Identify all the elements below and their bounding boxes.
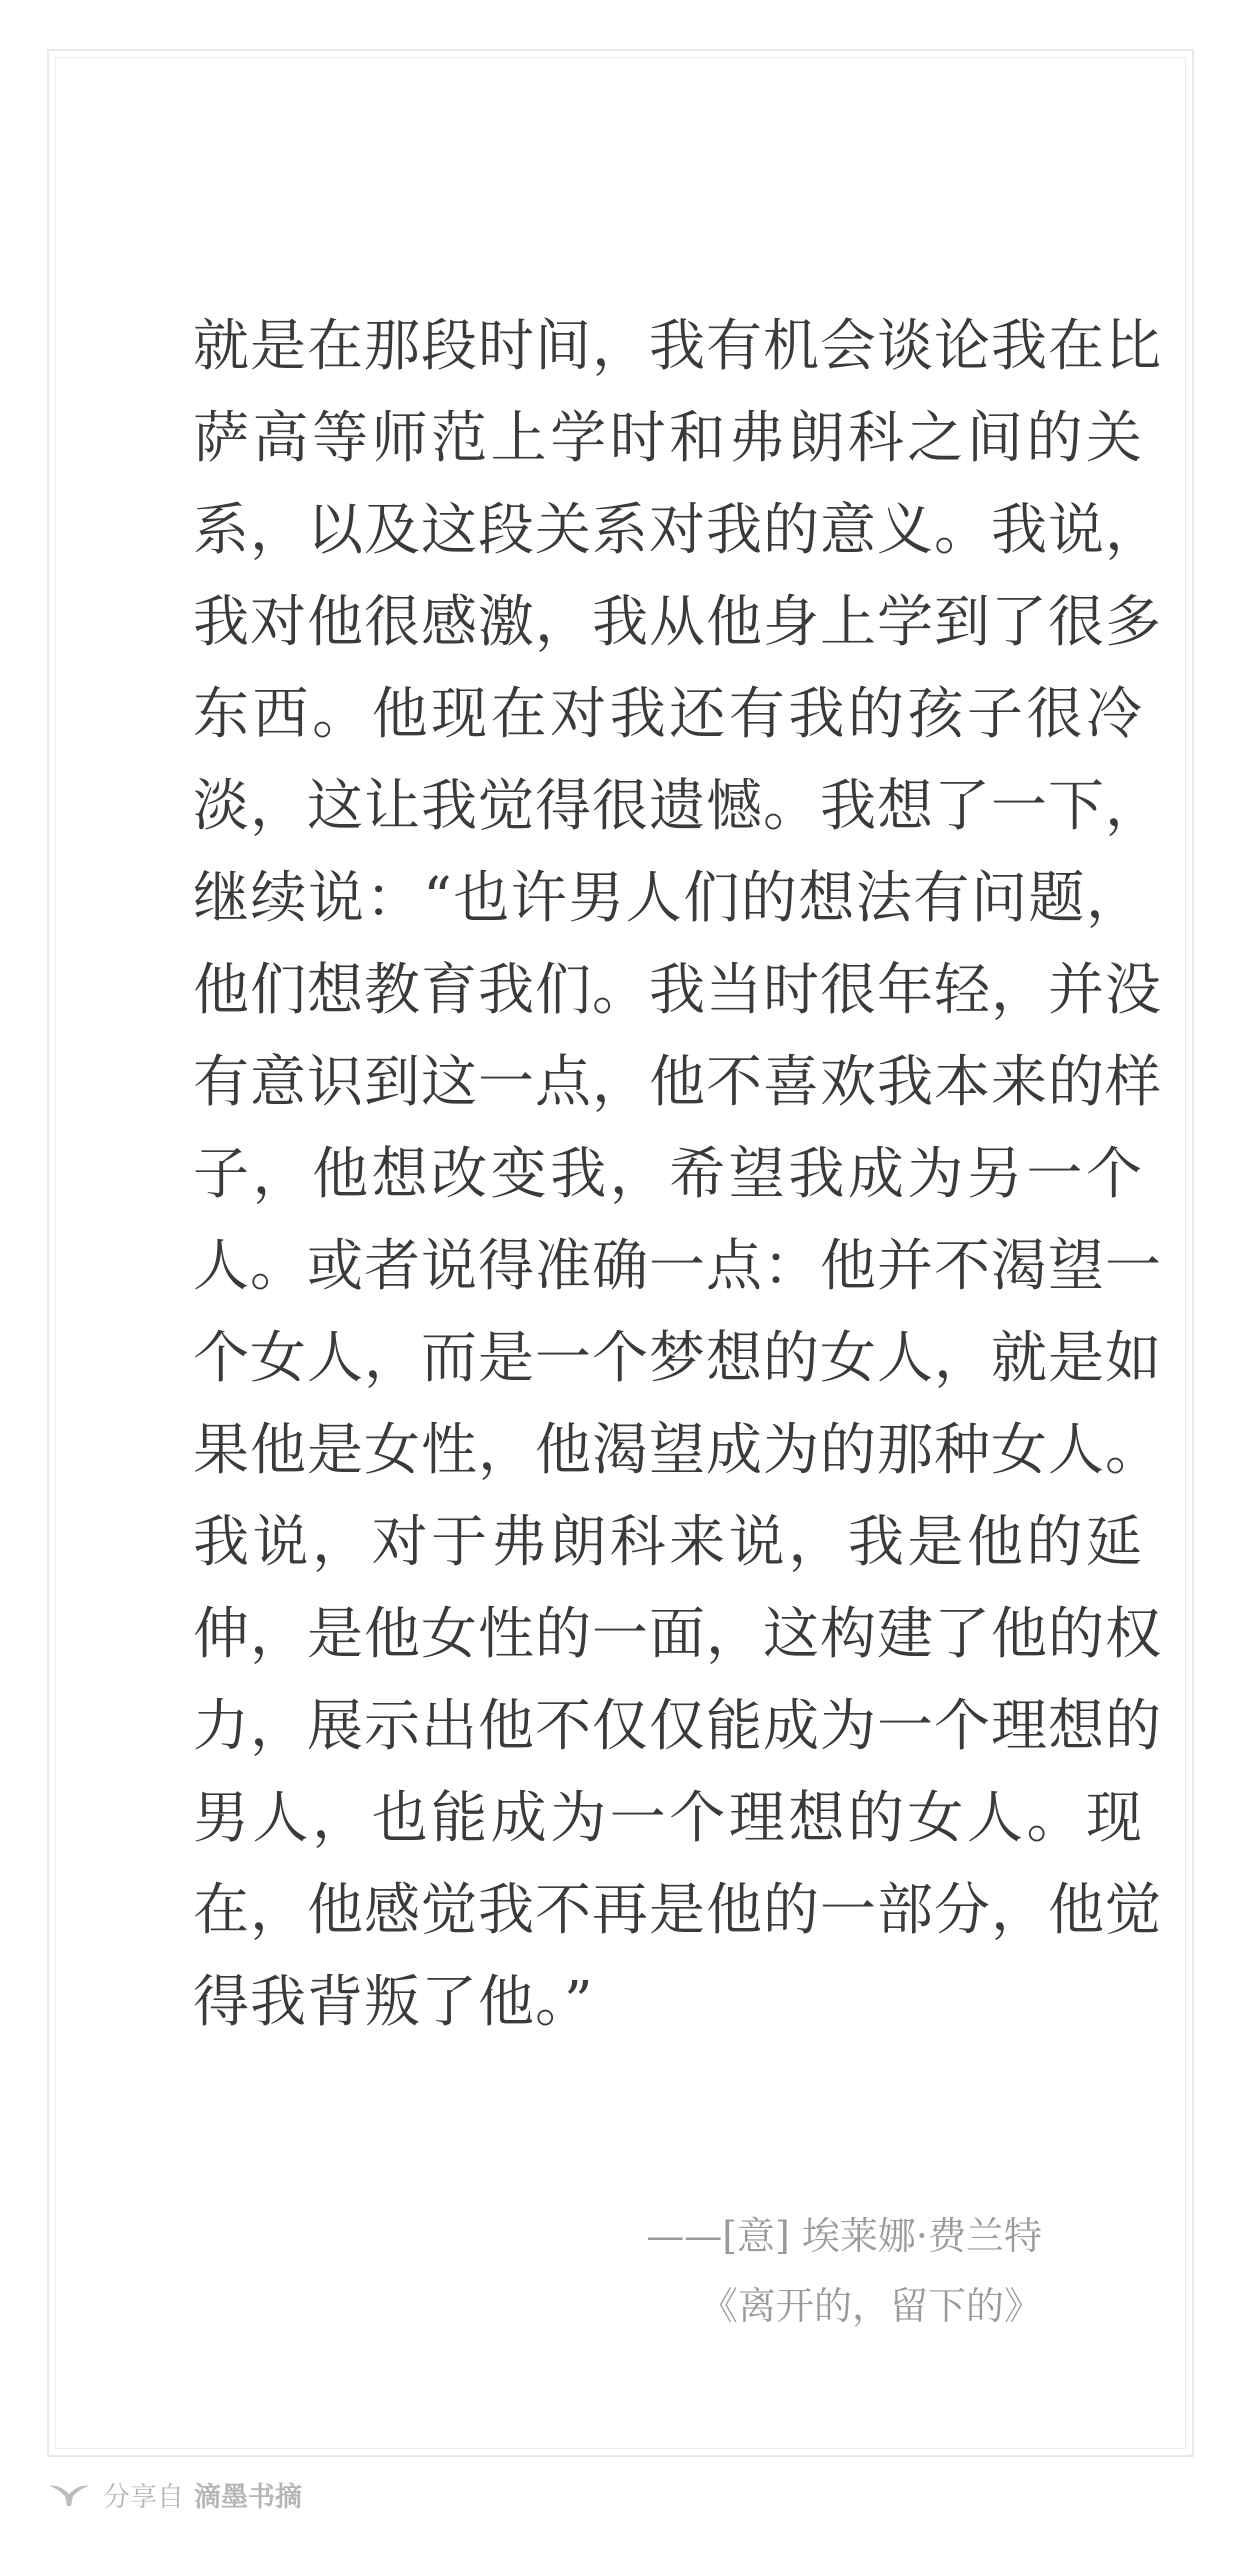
quote-line: 力，展示出他不仅仅能成为一个理想的 (193, 1694, 1162, 1759)
quote-card (47, 49, 1194, 2457)
attribution (646, 2201, 1042, 2341)
quote-line: 人。或者说得准确一点：他并不渴望一 (193, 1234, 1162, 1299)
quote-line-final: 得我背叛了他。” (193, 1970, 594, 2035)
quote-line: 伸，是他女性的一面，这构建了他的权 (193, 1602, 1162, 1667)
quote-line: 子，他想改变我，希望我成为另一个 (193, 1142, 1143, 1207)
brand-name[interactable]: 滴墨书摘 (194, 2481, 302, 2513)
quote-line: 他们想教育我们。我当时很年轻，并没 (193, 958, 1162, 1023)
quote-line: 我说，对于弗朗科来说，我是他的延 (193, 1510, 1143, 1575)
quote-line: 萨高等师范上学时和弗朗科之间的关 (193, 406, 1143, 471)
author-credit: ——[意] 埃莱娜·费兰特 (646, 2214, 1042, 2258)
quote-line: 我对他很感激，我从他身上学到了很多 (193, 590, 1162, 655)
quote-line: 东西。他现在对我还有我的孩子很冷 (193, 682, 1143, 747)
quote-line: 系，以及这段关系对我的意义。我说， (193, 498, 1162, 563)
quote-line: 在，他感觉我不再是他的一部分，他觉 (193, 1878, 1162, 1943)
share-label: 分享自 (103, 2481, 184, 2513)
quote-line: 有意识到这一点，他不喜欢我本来的样 (193, 1050, 1162, 1115)
quote-body (193, 301, 1162, 2049)
book-title: 《离开的，留下的》 (699, 2284, 1042, 2328)
quote-line: 淡，这让我觉得很遗憾。我想了一下， (193, 774, 1162, 839)
quote-line: 就是在那段时间，我有机会谈论我在比 (193, 314, 1162, 379)
dimo-bird-logo-icon (47, 2480, 91, 2508)
quote-line: 果他是女性，他渴望成为的那种女人。 (193, 1418, 1162, 1483)
quote-line: 男人，也能成为一个理想的女人。现 (193, 1786, 1143, 1851)
quote-line: 个女人，而是一个梦想的女人，就是如 (193, 1326, 1162, 1391)
share-footer (47, 2474, 302, 2514)
quote-line: 继续说：“也许男人们的想法有问题， (193, 866, 1143, 931)
